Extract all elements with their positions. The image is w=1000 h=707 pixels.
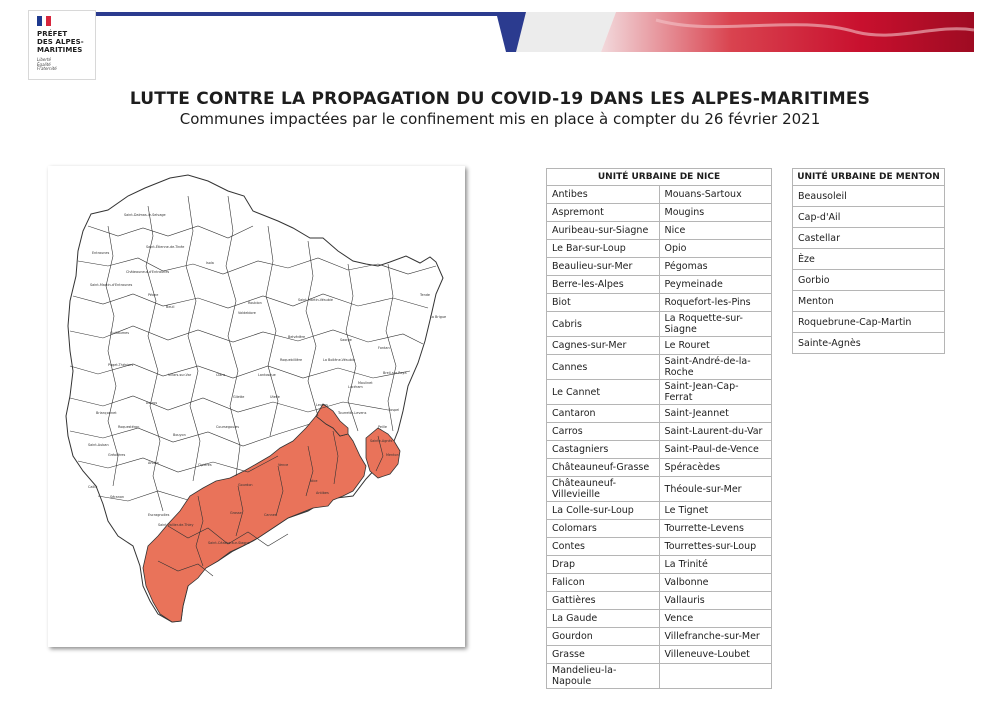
commune-cell: Cagnes-sur-Mer [547, 337, 660, 355]
table-row [547, 664, 772, 689]
commune-label: Menton [386, 453, 399, 457]
table-row [547, 294, 772, 312]
commune-label: Péone [148, 293, 159, 297]
commune-cell: Saint-Jeannet [659, 405, 771, 423]
commune-cell: Cabris [547, 312, 660, 337]
commune-cell: Pégomas [659, 258, 771, 276]
commune-cell: Le Rouret [659, 337, 771, 355]
commune-cell: Gattières [547, 592, 660, 610]
commune-label: Clans [216, 373, 226, 377]
commune-cell: Saint-Laurent-du-Var [659, 423, 771, 441]
commune-label: Gourdon [238, 483, 253, 487]
table-row [547, 423, 772, 441]
commune-label: Gréolières [108, 453, 126, 457]
table-row [547, 405, 772, 423]
commune-label: Valdeblore [238, 311, 256, 315]
commune-cell: Valbonne [659, 574, 771, 592]
commune-label: Lantosque [258, 373, 276, 377]
commune-cell: Beausoleil [793, 186, 945, 207]
commune-label: Bouyon [173, 433, 186, 437]
commune-cell: Saint-Jean-Cap-Ferrat [659, 380, 771, 405]
commune-label: Moulinet [358, 381, 373, 385]
commune-label: Roubion [248, 301, 262, 305]
commune-label: Gilette [233, 395, 245, 399]
logo-motto: Liberté Égalité Fraternité [37, 57, 57, 72]
commune-cell: Menton [793, 291, 945, 312]
table-row [547, 240, 772, 258]
nice-urban-unit-table [546, 168, 772, 689]
commune-label: Saint-Martin-d'Entraunes [90, 283, 133, 287]
commune-cell: Opio [659, 240, 771, 258]
commune-cell: Cantaron [547, 405, 660, 423]
commune-cell: Berre-les-Alpes [547, 276, 660, 294]
commune-cell: Le Tignet [659, 502, 771, 520]
page-subtitle: Communes impactées par le confinement mis en place à compter du 26 février 2021 [179, 110, 821, 128]
commune-cell: Antibes [547, 186, 660, 204]
commune-label: Saint-Auban [88, 443, 109, 447]
commune-label: Cannes [264, 513, 277, 517]
commune-cell: Théoule-sur-Mer [659, 477, 771, 502]
nice-table-header: UNITÉ URBAINE DE NICE [547, 169, 772, 186]
department-map [48, 166, 465, 647]
commune-cell: Grasse [547, 646, 660, 664]
commune-label: Tourrette-Levens [338, 411, 367, 415]
logo-wordmark: PRÉFET DES ALPES- MARITIMES [37, 30, 84, 54]
table-row [547, 477, 772, 502]
table-row [547, 459, 772, 477]
menton-table-header: UNITÉ URBAINE DE MENTON [793, 169, 945, 186]
commune-label: Saint-Martin-Vésubie [298, 298, 333, 302]
commune-label: Saint-Étienne-de-Tinée [146, 245, 185, 249]
commune-cell: Roquefort-les-Pins [659, 294, 771, 312]
commune-cell: La Roquette-sur-Siagne [659, 312, 771, 337]
table-row [547, 312, 772, 337]
commune-cell: Gorbio [793, 270, 945, 291]
commune-cell: Châteauneuf-Grasse [547, 459, 660, 477]
table-row [547, 502, 772, 520]
commune-cell: Sainte-Agnès [793, 333, 945, 354]
commune-cell: Mougins [659, 204, 771, 222]
menton-urban-unit-table [792, 168, 945, 354]
commune-label: Levens [316, 403, 328, 407]
table-row [793, 270, 945, 291]
commune-cell: Le Bar-sur-Loup [547, 240, 660, 258]
commune-cell: Aspremont [547, 204, 660, 222]
commune-label: Châteauneuf-d'Entraunes [126, 270, 170, 274]
table-row [547, 186, 772, 204]
table-row [547, 646, 772, 664]
commune-cell: Roquebrune-Cap-Martin [793, 312, 945, 333]
commune-label: Nice [310, 479, 318, 483]
commune-label: Guillaumes [110, 331, 129, 335]
commune-label: Séranon [110, 495, 125, 499]
commune-cell: Èze [793, 249, 945, 270]
table-row [547, 538, 772, 556]
commune-label: Roquestéron [118, 425, 140, 429]
commune-cell: Mandelieu-la-Napoule [547, 664, 660, 689]
commune-cell: Mouans-Sartoux [659, 186, 771, 204]
table-row [547, 355, 772, 380]
table-row [547, 520, 772, 538]
table-row [793, 228, 945, 249]
commune-cell: Spéracèdes [659, 459, 771, 477]
table-row [547, 592, 772, 610]
table-row [793, 207, 945, 228]
commune-label: Isola [206, 261, 214, 265]
commune-cell: Cannes [547, 355, 660, 380]
commune-cell: Gourdon [547, 628, 660, 646]
commune-cell: Tourrettes-sur-Loup [659, 538, 771, 556]
commune-cell: Castagniers [547, 441, 660, 459]
commune-label: Cipières [198, 463, 212, 467]
commune-cell: Contes [547, 538, 660, 556]
commune-label: Peille [378, 425, 387, 429]
commune-cell: Villefranche-sur-Mer [659, 628, 771, 646]
commune-cell: Colomars [547, 520, 660, 538]
table-row [793, 291, 945, 312]
table-row [547, 574, 772, 592]
table-row [793, 312, 945, 333]
commune-cell: Saint-Paul-de-Vence [659, 441, 771, 459]
commune-label: Villars-sur-Var [168, 373, 192, 377]
department-outline [66, 175, 443, 622]
commune-label: Lucéram [348, 385, 363, 389]
prefet-logo [28, 10, 96, 80]
commune-label: Breil-sur-Roya [383, 371, 407, 375]
commune-cell: La Trinité [659, 556, 771, 574]
commune-cell: La Gaude [547, 610, 660, 628]
commune-cell: Carros [547, 423, 660, 441]
commune-label: Escragnolles [148, 513, 170, 517]
commune-label: Beuil [166, 305, 175, 309]
commune-label: Saorge [340, 338, 352, 342]
commune-label: Sainte-Agnès [370, 439, 393, 443]
table-row [547, 258, 772, 276]
table-row [793, 186, 945, 207]
commune-cell: Nice [659, 222, 771, 240]
commune-cell: Vallauris [659, 592, 771, 610]
commune-label: Vence [278, 463, 289, 467]
table-row [547, 628, 772, 646]
page-title: LUTTE CONTRE LA PROPAGATION DU COVID-19 DANS LES ALPES-MARITIMES [129, 89, 871, 109]
commune-label: Andon [148, 461, 159, 465]
commune-label: Puget-Théniers [108, 363, 134, 367]
communes-map-svg [48, 166, 465, 647]
commune-label: Saint-Cézaire-sur-Siagne [208, 541, 250, 545]
commune-label: Antibes [316, 491, 329, 495]
commune-cell: Tourrette-Levens [659, 520, 771, 538]
header-band [96, 12, 974, 52]
table-row [793, 333, 945, 354]
commune-label: Entraunes [92, 251, 110, 255]
commune-label: Saint-Vallier-de-Thiey [158, 523, 194, 527]
table-row [547, 276, 772, 294]
commune-label: Saint-Dalmas-le-Selvage [124, 213, 166, 217]
commune-cell: Beaulieu-sur-Mer [547, 258, 660, 276]
commune-cell: Vence [659, 610, 771, 628]
commune-label: Briançonnet [96, 411, 117, 415]
commune-label: Grasse [230, 511, 242, 515]
commune-cell: Auribeau-sur-Siagne [547, 222, 660, 240]
commune-cell: Biot [547, 294, 660, 312]
table-row [793, 249, 945, 270]
commune-cell: Villeneuve-Loubet [659, 646, 771, 664]
commune-label: Sospel [388, 408, 400, 412]
commune-label: La Brigue [430, 315, 447, 319]
commune-label: Roquebillière [280, 358, 303, 362]
commune-label: Tende [420, 293, 430, 297]
table-row [547, 337, 772, 355]
commune-cell: Peymeinade [659, 276, 771, 294]
commune-cell: Falicon [547, 574, 660, 592]
commune-label: Caille [88, 485, 98, 489]
table-row [547, 556, 772, 574]
commune-cell: Drap [547, 556, 660, 574]
commune-cell: Cap-d'Ail [793, 207, 945, 228]
table-row [547, 222, 772, 240]
table-row [547, 380, 772, 405]
table-row [547, 204, 772, 222]
commune-label: Coursegoules [216, 425, 240, 429]
commune-label: Belvédère [288, 335, 306, 339]
commune-cell: La Colle-sur-Loup [547, 502, 660, 520]
table-row [547, 441, 772, 459]
commune-cell [659, 664, 771, 689]
commune-label: Fontan [378, 346, 390, 350]
commune-cell: Saint-André-de-la-Roche [659, 355, 771, 380]
french-flag-icon [37, 16, 51, 26]
commune-cell: Châteauneuf-Villevieille [547, 477, 660, 502]
commune-cell: Le Cannet [547, 380, 660, 405]
commune-label: Ascros [146, 401, 158, 405]
commune-label: Utelle [270, 395, 280, 399]
table-row [547, 610, 772, 628]
commune-cell: Castellar [793, 228, 945, 249]
commune-label: La Bollène-Vésubie [323, 358, 355, 362]
